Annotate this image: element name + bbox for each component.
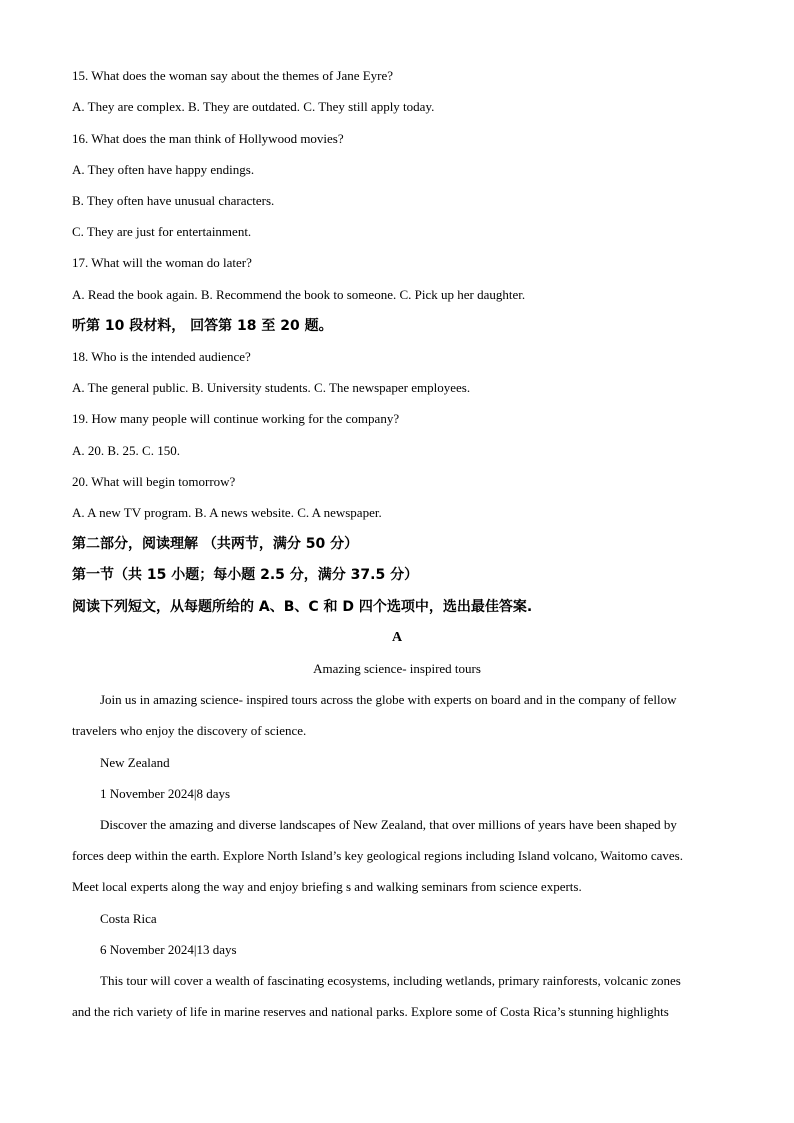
- part-2-heading: 第二部分，阅读理解 （共两节，满分 50 分）: [72, 536, 359, 552]
- question-19: 19. How many people will continue working for the company?: [72, 411, 400, 426]
- passage-letter: A: [391, 630, 403, 645]
- question-20-options: A. A new TV program. B. A news website. C. A newspaper.: [72, 505, 382, 520]
- section-10-heading: 听第 10 段材料， 回答第 18 至 20 题。: [72, 318, 333, 334]
- question-16-option-b: B. They often have unusual characters.: [72, 193, 275, 208]
- question-19-options: A. 20. B. 25. C. 150.: [72, 443, 180, 458]
- question-18-options: A. The general public. B. University students. C. The newspaper employees.: [72, 380, 471, 395]
- intro-line-1: Join us in amazing science- inspired tours across the globe with experts on board and in the company of fellow: [100, 692, 677, 707]
- tour-cr-line-1: This tour will cover a wealth of fascinating ecosystems, including wetlands, primary rainforests, volcanic zones: [100, 973, 681, 988]
- tour-cr-date: 6 November 2024|13 days: [100, 942, 237, 957]
- question-16-option-c: C. They are just for entertainment.: [72, 224, 252, 239]
- section-1-heading: 第一节（共 15 小题；每小题 2.5 分，满分 37.5 分）: [72, 567, 419, 583]
- tour-nz-date: 1 November 2024|8 days: [100, 786, 231, 801]
- passage-title: Amazing science- inspired tours: [313, 661, 481, 676]
- tour-nz-name: New Zealand: [100, 755, 170, 770]
- question-17-options: A. Read the book again. B. Recommend the book to someone. C. Pick up her daughter.: [72, 287, 526, 302]
- intro-line-2: travelers who enjoy the discovery of science.: [72, 723, 307, 738]
- question-20: 20. What will begin tomorrow?: [72, 474, 236, 489]
- tour-nz-line-1: Discover the amazing and diverse landscapes of New Zealand, that over millions of years have been shaped by: [100, 817, 677, 832]
- reading-instructions: 阅读下列短文，从每题所给的 A、B、C 和 D 四个选项中，选出最佳答案.: [72, 599, 533, 615]
- question-15: 15. What does the woman say about the themes of Jane Eyre?: [72, 68, 394, 83]
- question-16-option-a: A. They often have happy endings.: [72, 162, 255, 177]
- question-15-options: A. They are complex. B. They are outdated. C. They still apply today.: [72, 99, 435, 114]
- tour-nz-line-2: forces deep within the earth. Explore North Island’s key geological regions including Island volcano, Waitomo caves.: [72, 848, 683, 863]
- tour-nz-line-3: Meet local experts along the way and enjoy briefing s and walking seminars from science experts.: [72, 879, 582, 894]
- question-18: 18. Who is the intended audience?: [72, 349, 251, 364]
- tour-cr-line-2: and the rich variety of life in marine reserves and national parks. Explore some of Costa Rica’s stunning highlights: [72, 1004, 669, 1019]
- tour-cr-name: Costa Rica: [100, 911, 157, 926]
- question-16: 16. What does the man think of Hollywood movies?: [72, 131, 344, 146]
- question-17: 17. What will the woman do later?: [72, 255, 252, 270]
